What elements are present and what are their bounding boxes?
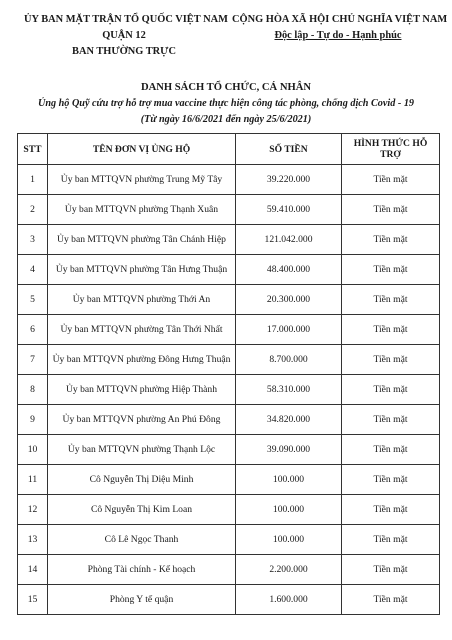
- cell-amount: 58.310.000: [236, 375, 342, 405]
- cell-stt: 14: [18, 555, 48, 585]
- cell-stt: 2: [18, 195, 48, 225]
- cell-form: Tiền mặt: [342, 435, 440, 465]
- table-row: [18, 285, 440, 315]
- cell-amount: 1.600.000: [236, 585, 342, 615]
- cell-form: Tiền mặt: [342, 165, 440, 195]
- national-title: CỘNG HÒA XÃ HỘI CHỦ NGHĨA VIỆT NAM: [232, 14, 448, 25]
- cell-form: Tiền mặt: [342, 375, 440, 405]
- table-row: [18, 195, 440, 225]
- cell-name: Ủy ban MTTQVN phường Thạnh Lộc: [48, 435, 236, 465]
- cell-name: Ủy ban MTTQVN phường Thạnh Xuân: [48, 195, 236, 225]
- cell-amount: 59.410.000: [236, 195, 342, 225]
- cell-stt: 9: [18, 405, 48, 435]
- cell-form: Tiền mặt: [342, 465, 440, 495]
- table-row: [18, 165, 440, 195]
- cell-form: Tiền mặt: [342, 225, 440, 255]
- document-period: (Từ ngày 16/6/2021 đến ngày 25/6/2021): [140, 114, 312, 125]
- cell-name: Phòng Y tế quận: [48, 585, 236, 615]
- cell-form: Tiền mặt: [342, 285, 440, 315]
- table-row: [18, 255, 440, 285]
- cell-form: Tiền mặt: [342, 345, 440, 375]
- cell-form: Tiền mặt: [342, 495, 440, 525]
- cell-form: Tiền mặt: [342, 405, 440, 435]
- cell-stt: 8: [18, 375, 48, 405]
- cell-amount: 100.000: [236, 465, 342, 495]
- cell-name: Ủy ban MTTQVN phường Đông Hưng Thuận: [48, 345, 236, 375]
- table-row: [18, 315, 440, 345]
- document-titles: [0, 80, 452, 128]
- cell-stt: 4: [18, 255, 48, 285]
- cell-stt: 12: [18, 495, 48, 525]
- cell-name: Ủy ban MTTQVN phường An Phú Đông: [48, 405, 236, 435]
- cell-form: Tiền mặt: [342, 315, 440, 345]
- cell-form: Tiền mặt: [342, 525, 440, 555]
- table-row: [18, 585, 440, 615]
- cell-form: Tiền mặt: [342, 255, 440, 285]
- national-motto: Độc lập - Tự do - Hạnh phúc: [274, 30, 402, 41]
- table-row: [18, 525, 440, 555]
- table-row: [18, 405, 440, 435]
- cell-stt: 5: [18, 285, 48, 315]
- cell-name: Ủy ban MTTQVN phường Tân Thới Nhất: [48, 315, 236, 345]
- cell-stt: 6: [18, 315, 48, 345]
- donor-table: [17, 133, 440, 615]
- cell-form: Tiền mặt: [342, 195, 440, 225]
- table-row: [18, 375, 440, 405]
- header-form: HÌNH THỨC HỖ TRỢ: [342, 134, 440, 165]
- cell-name: Ủy ban MTTQVN phường Tân Chánh Hiệp: [48, 225, 236, 255]
- issuer-name: ỦY BAN MẶT TRẬN TỔ QUỐC VIỆT NAM: [24, 14, 228, 25]
- cell-amount: 8.700.000: [236, 345, 342, 375]
- table-row: [18, 435, 440, 465]
- cell-stt: 10: [18, 435, 48, 465]
- cell-amount: 100.000: [236, 525, 342, 555]
- cell-amount: 121.042.000: [236, 225, 342, 255]
- cell-stt: 15: [18, 585, 48, 615]
- issuer-header: [24, 12, 228, 60]
- cell-name: Ủy ban MTTQVN phường Tân Hưng Thuận: [48, 255, 236, 285]
- table-row: [18, 495, 440, 525]
- table-header-row: [18, 134, 440, 165]
- cell-name: Phòng Tài chính - Kế hoạch: [48, 555, 236, 585]
- cell-amount: 100.000: [236, 495, 342, 525]
- table-row: [18, 465, 440, 495]
- cell-name: Ủy ban MTTQVN phường Thới An: [48, 285, 236, 315]
- cell-stt: 13: [18, 525, 48, 555]
- header-amount: SỐ TIỀN: [236, 134, 342, 165]
- cell-stt: 3: [18, 225, 48, 255]
- cell-stt: 11: [18, 465, 48, 495]
- cell-amount: 48.400.000: [236, 255, 342, 285]
- table-row: [18, 345, 440, 375]
- header-name: TÊN ĐƠN VỊ ỦNG HỘ: [48, 134, 236, 165]
- cell-stt: 1: [18, 165, 48, 195]
- cell-form: Tiền mặt: [342, 585, 440, 615]
- cell-amount: 2.200.000: [236, 555, 342, 585]
- cell-amount: 39.220.000: [236, 165, 342, 195]
- document-subtitle: Ủng hộ Quỹ cứu trợ hỗ trợ mua vaccine thực hiện công tác phòng, chống dịch Covid - 19: [37, 98, 415, 109]
- table-body: [18, 165, 440, 615]
- issuer-committee: BAN THƯỜNG TRỰC: [72, 46, 176, 57]
- cell-form: Tiền mặt: [342, 555, 440, 585]
- cell-name: Ủy ban MTTQVN phường Trung Mỹ Tây: [48, 165, 236, 195]
- issuer-district: QUẬN 12: [102, 30, 146, 41]
- cell-amount: 39.090.000: [236, 435, 342, 465]
- cell-amount: 17.000.000: [236, 315, 342, 345]
- table-row: [18, 555, 440, 585]
- cell-stt: 7: [18, 345, 48, 375]
- header-stt: STT: [18, 134, 48, 165]
- document-title: DANH SÁCH TỔ CHỨC, CÁ NHÂN: [140, 82, 312, 93]
- cell-amount: 34.820.000: [236, 405, 342, 435]
- cell-name: Cô Lê Ngọc Thanh: [48, 525, 236, 555]
- cell-amount: 20.300.000: [236, 285, 342, 315]
- cell-name: Cô Nguyễn Thị Diệu Minh: [48, 465, 236, 495]
- cell-name: Cô Nguyễn Thị Kim Loan: [48, 495, 236, 525]
- national-header: [232, 12, 448, 44]
- cell-name: Ủy ban MTTQVN phường Hiệp Thành: [48, 375, 236, 405]
- table-row: [18, 225, 440, 255]
